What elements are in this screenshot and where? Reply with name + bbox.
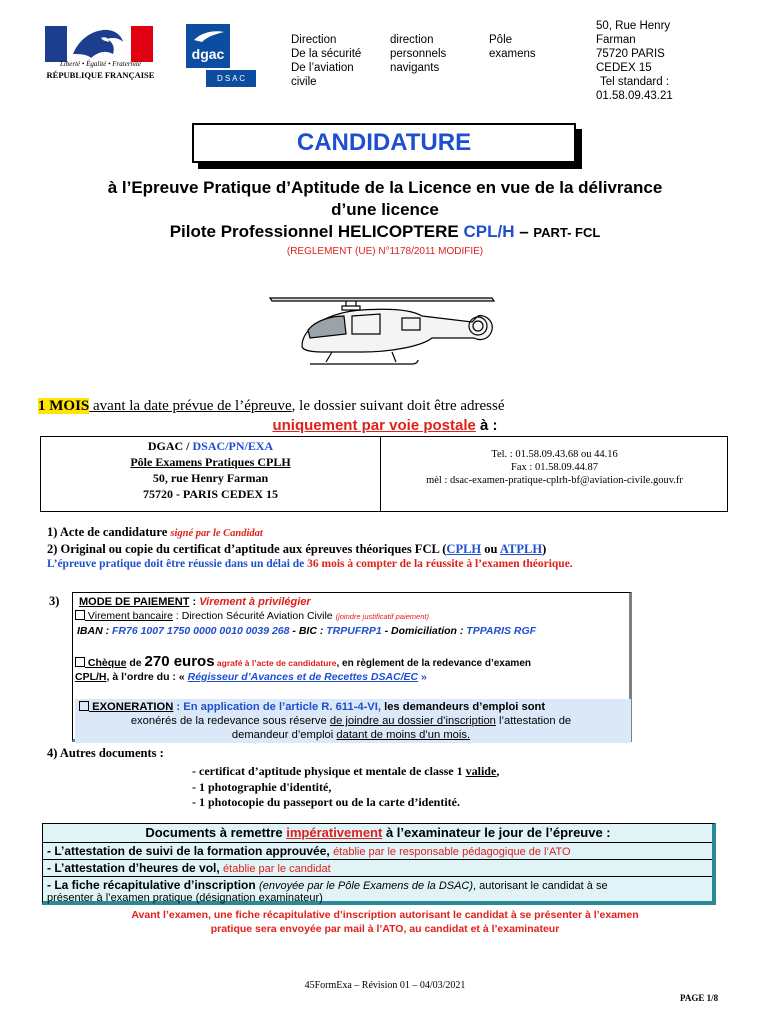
exoneration-article: : En application de l’article R. 611-4-VI, (173, 701, 385, 713)
address-text: DGAC / (147, 439, 193, 453)
payment-box (72, 592, 632, 742)
item-2-note (47, 558, 573, 570)
item-atplh-link[interactable]: ATPLH (499, 542, 543, 556)
item-2 (47, 542, 546, 557)
cheque-order-line (75, 671, 427, 683)
header-text: CEDEX 15 (596, 62, 652, 74)
marianne-logo (43, 24, 158, 94)
cheque-order-end: » (418, 671, 427, 683)
other-doc-text: - certificat d’aptitude physique et mentale de classe 1 (192, 764, 466, 778)
exoneration-label: EXONERATION (89, 701, 174, 713)
dsac-badge: D S A C (206, 70, 256, 87)
docs-title-text: à l’examinateur le jour de l’épreuve : (382, 825, 611, 840)
plane-icon (186, 26, 230, 46)
exoneration-line-3 (73, 729, 629, 741)
postal-line (0, 417, 770, 434)
heading-line-3 (0, 222, 770, 242)
docs-title-emphasis: impérativement (286, 825, 383, 840)
header-text: De la sécurité (291, 48, 362, 60)
header-text: Farman (596, 34, 636, 46)
warning-line-2: pratique sera envoyée par mail à l’ATO, au candidat et à l’examinateur (210, 923, 560, 935)
payment-title-text: MODE DE PAIEMENT (79, 596, 190, 608)
postal-only: uniquement par voie postale (272, 417, 476, 434)
other-doc-3: - 1 photocopie du passeport ou de la carte d’identité. (192, 795, 460, 809)
bic-value: TRPUFRP1 (326, 625, 382, 637)
address-line-4: 75720 - PARIS CEDEX 15 (142, 487, 279, 501)
heading-part-fcl: PART- FCL (533, 225, 601, 240)
contact-info (382, 437, 727, 511)
warning-line-1: Avant l’examen, une fiche récapitulative d’inscription autorisant le candidat à se présenter à l’examen (131, 909, 639, 921)
header-text: 75720 PARIS (596, 48, 665, 60)
dgac-logo-square (186, 24, 230, 68)
address-table (40, 436, 728, 512)
checkbox-icon[interactable] (75, 610, 85, 620)
item-text: 2) Original ou copie du certificat d’aptitude aux épreuves théoriques FCL ( (47, 542, 447, 556)
transfer-note: (joindre justificatif paiement) (335, 612, 429, 621)
item-text: ) (542, 542, 547, 556)
exoneration-text: demandeur d’emploi (231, 729, 337, 741)
header-text: 50, Rue Henry (596, 20, 671, 32)
other-docs-title: 4) Autres documents : (47, 746, 164, 760)
header-pole (489, 33, 536, 61)
header-text: direction (390, 34, 434, 46)
doc-item-1 (47, 843, 571, 859)
dgac-logo (186, 24, 256, 89)
republic-name: RÉPUBLIQUE FRANÇAISE (46, 70, 155, 80)
page-title: CANDIDATURE (296, 129, 472, 156)
cheque-cplh: CPL/H (75, 671, 107, 683)
item-cplh-link[interactable]: CPLH (446, 542, 482, 556)
header-text: Tel standard : (600, 76, 670, 88)
payment-title (79, 596, 311, 608)
intro-line (38, 398, 505, 415)
doc-item-text: , autorisant le candidat à se (473, 880, 608, 892)
other-doc-text: , (496, 764, 500, 778)
postal-address (41, 437, 381, 511)
exoneration-line-1 (79, 701, 545, 713)
header-text: personnels (390, 48, 447, 60)
docs-title-text: Documents à remettre (145, 825, 287, 840)
item-note: signé par le Candidat (170, 528, 263, 539)
cheque-note: agrafé à l’acte de candidature (214, 658, 337, 668)
doc-item-note: établie par le responsable pédagogique de l’ATO (333, 846, 571, 858)
helicopter-icon (262, 290, 502, 378)
heading-line-2: d’une licence (331, 200, 439, 219)
doc-item-text: - L’attestation de suivi de la formation approuvée, (47, 844, 334, 858)
item-note-deadline: 36 mois à compter de la réussite à l’examen théorique. (307, 558, 573, 570)
address-line-3: 50, rue Henry Farman (152, 471, 269, 485)
item-note-text: L’épreuve pratique doit être réussie dans un délai de (47, 558, 308, 570)
header-address (596, 19, 673, 103)
docs-title (43, 825, 713, 841)
exoneration-text: les demandeurs d’emploi sont (384, 701, 546, 713)
heading-text: Pilote Professionnel HELICOPTERE (169, 222, 464, 241)
bic-label: - BIC : (289, 625, 327, 637)
item-3-label: 3) (49, 594, 60, 608)
heading-dash: – (514, 222, 534, 241)
doc-item-text: - La fiche récapitulative d’inscription (47, 878, 260, 892)
other-doc-valid: valide (465, 764, 497, 778)
domiciliation-value: TPPARIS RGF (466, 625, 537, 637)
cheque-order-text: , à l’ordre du : « (106, 671, 188, 683)
doc-item-text: - L’attestation d’heures de vol, (47, 861, 224, 875)
cheque-text: de (126, 657, 145, 669)
exoneration-condition: de joindre au dossier d’inscription (329, 715, 496, 727)
exoneration-text: l’attestation de (495, 715, 572, 727)
heading-cplh: CPL/H (463, 222, 515, 241)
contact-tel: Tel. : 01.58.09.43.68 ou 44.16 (491, 449, 618, 460)
title-box (192, 123, 576, 163)
other-doc-1 (192, 764, 499, 779)
cheque-payee: Régisseur d’Avances et de Recettes DSAC/EC (187, 671, 419, 683)
other-doc-2: - 1 photographie d'identité, (192, 780, 332, 794)
transfer-line (75, 610, 429, 622)
header-text: examens (489, 48, 536, 60)
doc-item-note: établie par le candidat (223, 863, 331, 875)
doc-item-3-cont: présenter à l’examen pratique (désignation examinateur) (47, 892, 323, 904)
doc-item-2 (47, 860, 331, 876)
cheque-label: Chèque (85, 657, 127, 669)
domiciliation-label: - Domiciliation : (381, 625, 467, 637)
intro-highlight: 1 MOIS (38, 398, 90, 414)
header-text: De l’aviation (291, 62, 354, 74)
iban-line (77, 625, 536, 637)
item-1 (47, 525, 263, 540)
doc-item-note: (envoyée par le Pôle Examens de la DSAC) (259, 880, 474, 892)
documents-box (42, 823, 716, 905)
header-text: Pôle (489, 34, 513, 46)
cheque-line (75, 653, 531, 670)
dgac-text: dgac (191, 46, 225, 62)
cheque-text: , en règlement de la redevance d’examen (336, 658, 531, 669)
header-text: civile (291, 76, 317, 88)
republic-motto: Liberté • Égalité • Fraternité (59, 60, 142, 68)
cheque-amount: 270 euros (144, 653, 215, 670)
address-line-1 (41, 438, 380, 454)
exoneration-validity: datant de moins d’un mois. (336, 729, 471, 741)
header-text: 01.58.09.43.21 (596, 90, 673, 102)
checkbox-icon[interactable] (75, 657, 85, 667)
form-revision: 45FormExa – Révision 01 – 04/03/2021 (304, 980, 466, 991)
iban-label: IBAN : (77, 625, 112, 637)
transfer-label: Virement bancaire (85, 610, 173, 622)
iban-value: FR76 1007 1750 0000 0010 0039 268 (112, 625, 290, 637)
regulation-reference: (REGLEMENT (UE) N°1178/2011 MODIFIE) (286, 246, 484, 257)
intro-deadline: avant la date prévue de l’épreuve (89, 398, 292, 414)
postal-suffix: à : (475, 417, 498, 434)
exoneration-line-2 (73, 715, 629, 727)
contact-fax: Fax : 01.58.09.44.87 (511, 462, 598, 473)
address-dept: DSAC/PN/EXA (192, 439, 274, 453)
page-number: PAGE 1/8 (680, 993, 719, 1003)
transfer-text: : Direction Sécurité Aviation Civile (172, 610, 336, 622)
header-text: Direction (291, 34, 337, 46)
header-text: navigants (390, 62, 440, 74)
contact-email[interactable]: mèl : dsac-examen-pratique-cplrh-bf@aviation-civile.gouv.fr (426, 475, 683, 486)
item-text: ou (481, 542, 500, 556)
address-line-2: Pôle Examens Pratiques CPLH (130, 455, 291, 469)
payment-preferred: Virement à privilégier (199, 596, 311, 608)
payment-title-sep: : (189, 596, 200, 608)
header-direction (291, 33, 361, 89)
checkbox-icon[interactable] (79, 701, 89, 711)
header-personnel (390, 33, 446, 75)
item-text: 1) Acte de candidature (47, 525, 171, 539)
heading-line-1: à l’Epreuve Pratique d’Aptitude de la Licence en vue de la délivrance (107, 178, 663, 197)
intro-text: , le dossier suivant doit être adressé (291, 398, 505, 414)
exoneration-text: exonérés de la redevance sous réserve (130, 715, 330, 727)
